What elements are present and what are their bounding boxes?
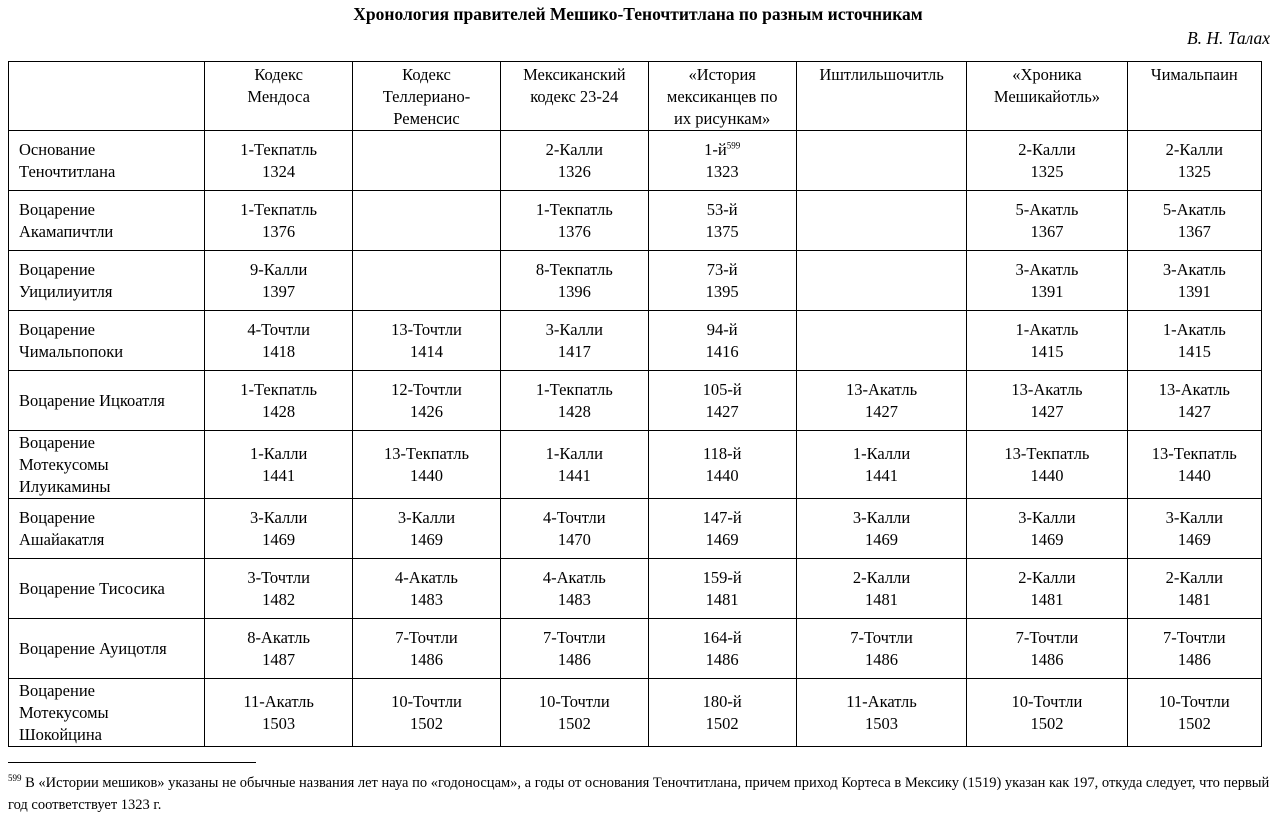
footnote-marker: 599 — [8, 773, 22, 784]
table-cell: 1-Текпатль 1428 — [501, 371, 648, 431]
table-cell: 7-Точтли 1486 — [967, 619, 1127, 679]
table-cell: 1-Текпатль 1428 — [205, 371, 352, 431]
table-cell: 1-Калли 1441 — [501, 431, 648, 499]
header-codex-telleriano: Кодекс Теллериано- Ременсис — [352, 62, 500, 131]
table-cell: 3-Калли 1469 — [352, 499, 500, 559]
table-row — [9, 191, 1262, 251]
table-cell: 11-Акатль 1503 — [796, 679, 966, 747]
table-cell: 1-Текпатль 1324 — [205, 131, 352, 191]
table-cell: 4-Точтли 1418 — [205, 311, 352, 371]
table-row — [9, 251, 1262, 311]
table-cell: 5-Акатль 1367 — [1127, 191, 1261, 251]
table-cell: 12-Точтли 1426 — [352, 371, 500, 431]
table-cell: 13-Акатль 1427 — [967, 371, 1127, 431]
table-cell: 3-Калли 1469 — [967, 499, 1127, 559]
table-cell: 1-Акатль 1415 — [967, 311, 1127, 371]
table-row — [9, 431, 1262, 499]
table-cell — [796, 311, 966, 371]
table-cell: 8-Акатль 1487 — [205, 619, 352, 679]
table-cell: 5-Акатль 1367 — [967, 191, 1127, 251]
table-cell: 53-й 1375 — [648, 191, 796, 251]
header-row — [9, 62, 1262, 131]
table-cell: 147-й 1469 — [648, 499, 796, 559]
table-cell: 2-Калли 1326 — [501, 131, 648, 191]
footnote-text: В «Истории мешиков» указаны не обычные названия лет науа по «годоносцам», а годы от основания Теночтитлана, причем приход Кортеса в Мексику (1519) указан как 197, откуда следует, что первый год соответствует 1323 г. — [8, 775, 1270, 813]
table-cell: 2-Калли 1325 — [967, 131, 1127, 191]
table-row — [9, 371, 1262, 431]
row-label: Воцарение Ашайакатля — [9, 499, 205, 559]
table-cell: 1-Текпатль 1376 — [501, 191, 648, 251]
table-cell: 180-й 1502 — [648, 679, 796, 747]
table-cell: 7-Точтли 1486 — [796, 619, 966, 679]
table-cell: 13-Текпатль 1440 — [1127, 431, 1261, 499]
table-cell: 9-Калли 1397 — [205, 251, 352, 311]
document-title: Хронология правителей Мешико-Теночтитлана по разным источникам — [353, 4, 923, 24]
table-cell — [352, 131, 500, 191]
header-chimalpahin: Чимальпаин — [1127, 62, 1261, 131]
table-row — [9, 131, 1262, 191]
table-cell: 3-Акатль 1391 — [1127, 251, 1261, 311]
row-label: Воцарение Акамапичтли — [9, 191, 205, 251]
table-row — [9, 499, 1262, 559]
table-cell: 159-й 1481 — [648, 559, 796, 619]
table-row — [9, 679, 1262, 747]
table-cell: 10-Точтли 1502 — [1127, 679, 1261, 747]
table-cell: 3-Акатль 1391 — [967, 251, 1127, 311]
table-cell: 8-Текпатль 1396 — [501, 251, 648, 311]
table-cell: 13-Акатль 1427 — [796, 371, 966, 431]
table-cell: 4-Акатль 1483 — [352, 559, 500, 619]
table-cell: 1-Калли 1441 — [796, 431, 966, 499]
table-cell: 3-Калли 1469 — [205, 499, 352, 559]
header-codex-mendoza: Кодекс Мендоса — [205, 62, 352, 131]
table-cell: 3-Калли 1469 — [1127, 499, 1261, 559]
table-cell: 1-Акатль 1415 — [1127, 311, 1261, 371]
table-cell — [796, 251, 966, 311]
table-cell — [796, 131, 966, 191]
table-cell: 13-Текпатль 1440 — [352, 431, 500, 499]
table-cell: 10-Точтли 1502 — [501, 679, 648, 747]
row-label: Воцарение Чимальпопоки — [9, 311, 205, 371]
row-label: Основание Теночтитлана — [9, 131, 205, 191]
table-cell: 1-Калли 1441 — [205, 431, 352, 499]
table-cell: 11-Акатль 1503 — [205, 679, 352, 747]
table-cell: 7-Точтли 1486 — [501, 619, 648, 679]
footnote-reference: 599 — [726, 140, 741, 150]
table-cell: 3-Калли 1417 — [501, 311, 648, 371]
table-cell: 10-Точтли 1502 — [967, 679, 1127, 747]
table-cell: 13-Акатль 1427 — [1127, 371, 1261, 431]
table-cell: 94-й 1416 — [648, 311, 796, 371]
row-label: Воцарение Ицкоатля — [9, 371, 205, 431]
table-cell: 4-Акатль 1483 — [501, 559, 648, 619]
table-cell — [352, 251, 500, 311]
author-name: В. Н. Талах — [1186, 28, 1270, 48]
row-label: Воцарение Ауицотля — [9, 619, 205, 679]
row-label: Воцарение Уицилиуитля — [9, 251, 205, 311]
table-cell: 13-Точтли 1414 — [352, 311, 500, 371]
table-cell: 1-Текпатль 1376 — [205, 191, 352, 251]
table-cell: 2-Калли 1481 — [1127, 559, 1261, 619]
table-cell: 3-Калли 1469 — [796, 499, 966, 559]
table-cell: 13-Текпатль 1440 — [967, 431, 1127, 499]
row-label: Воцарение Мотекусомы Илуикамины — [9, 431, 205, 499]
table-cell: 4-Точтли 1470 — [501, 499, 648, 559]
chronology-table — [8, 61, 1262, 747]
table-cell: 2-Калли 1481 — [796, 559, 966, 619]
table-cell: 1-й$^{599}$ 1323 — [648, 131, 796, 191]
footnote — [8, 772, 1270, 816]
row-label: Воцарение Мотекусомы Шокойцина — [9, 679, 205, 747]
table-cell: 3-Точтли 1482 — [205, 559, 352, 619]
table-cell — [796, 191, 966, 251]
table-cell: 105-й 1427 — [648, 371, 796, 431]
table-cell — [352, 191, 500, 251]
table-cell: 2-Калли 1481 — [967, 559, 1127, 619]
table-cell: 73-й 1395 — [648, 251, 796, 311]
header-ixtlilxochitl: Иштлильшочитль — [796, 62, 966, 131]
header-historia: «История мексиканцев по их рисункам» — [648, 62, 796, 131]
row-label: Воцарение Тисосика — [9, 559, 205, 619]
table-cell: 164-й 1486 — [648, 619, 796, 679]
footnote-divider — [8, 762, 256, 763]
header-mexican-codex: Мексиканский кодекс 23-24 — [501, 62, 648, 131]
header-corner — [9, 62, 205, 131]
table-cell: 10-Точтли 1502 — [352, 679, 500, 747]
table-row — [9, 619, 1262, 679]
table-cell: 7-Точтли 1486 — [352, 619, 500, 679]
table-cell: 2-Калли 1325 — [1127, 131, 1261, 191]
table-row — [9, 559, 1262, 619]
table-row — [9, 311, 1262, 371]
header-cronica: «Хроника Мешикайотль» — [967, 62, 1127, 131]
table-cell: 7-Точтли 1486 — [1127, 619, 1261, 679]
table-cell: 118-й 1440 — [648, 431, 796, 499]
